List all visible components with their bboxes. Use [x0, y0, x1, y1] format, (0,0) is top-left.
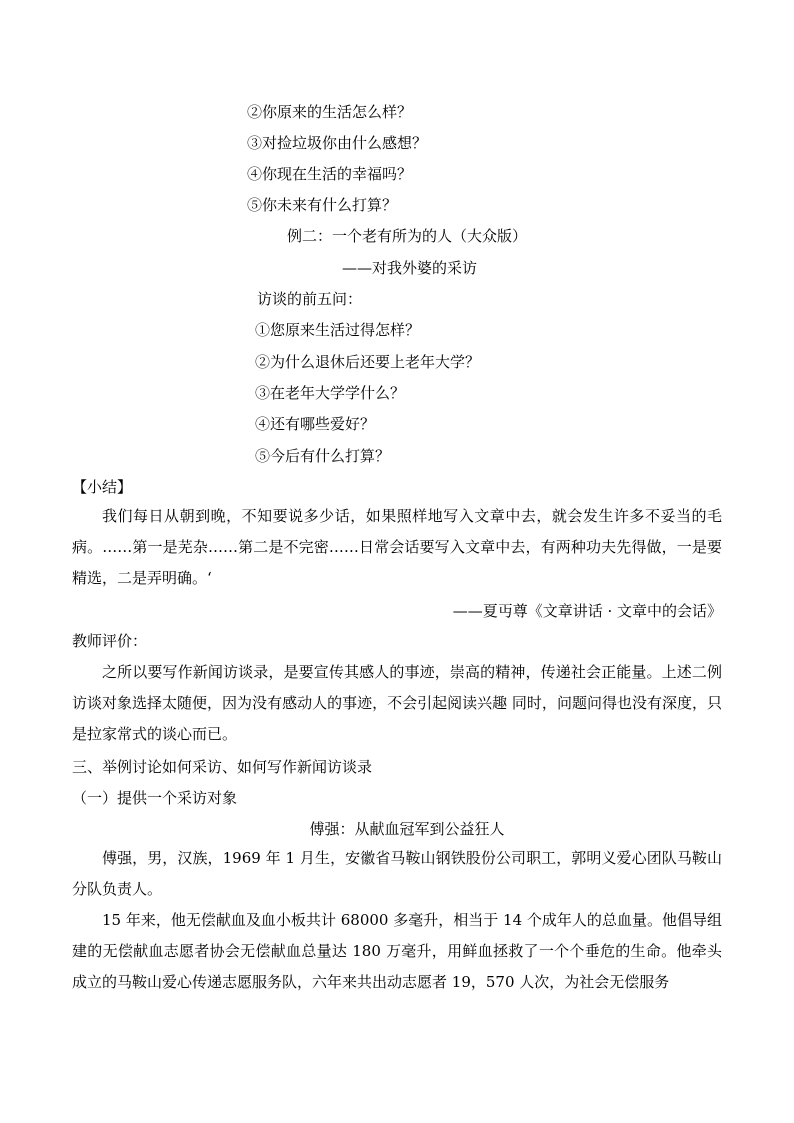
interview-question: ⑤今后有什么打算？ — [255, 447, 391, 465]
example-title: 例二：一个老有所为的人（大众版） — [287, 227, 528, 245]
evaluation-label: 教师评价： — [72, 632, 148, 650]
article-title: 傅强：从献血冠军到公益狂人 — [309, 820, 505, 838]
subsection-heading: （一）提供一个采访对象 — [72, 789, 238, 807]
interview-question: ④还有哪些爱好？ — [255, 415, 376, 433]
question-item: ④你现在生活的幸福吗？ — [247, 165, 413, 183]
question-item: ⑤你未来有什么打算？ — [247, 196, 398, 214]
bio-paragraph: 傅强，男，汉族，1969 年 1 月生，安徽省马鞍山钢铁股份公司职工，郭明义爱心团队马鞍山分队负责人。 — [72, 849, 722, 898]
interview-question: ②为什么退休后还要上老年大学？ — [255, 353, 481, 371]
summary-heading: 【小结】 — [72, 478, 133, 496]
quote-attribution: ——夏丏尊《文章讲话 · 文章中的会话》 — [452, 602, 722, 620]
example-subtitle: ——对我外婆的采访 — [342, 259, 478, 277]
evaluation-paragraph: 之所以要写作新闻访谈录，是要宣传其感人的事迹，崇高的精神，传递社会正能量。上述二例访谈对象选择太随便，因为没有感动人的事迹，不会引起阅读兴趣 同时，问题问得也没有深度，只是拉家常式的谈心而已。 — [72, 663, 722, 743]
summary-paragraph: 我们每日从朝到晚，不知要说多少话，如果照样地写入文章中去，就会发生许多不妥当的毛病。……第一是芜杂……第二是不完密……日常会话要写入文章中去，有两种功夫先得做，一是要精选，二是弄明确。‘ — [72, 507, 722, 587]
bio-paragraph: 15 年来，他无偿献血及血小板共计 68000 多毫升，相当于 14 个成年人的总血量。他倡导组建的无偿献血志愿者协会无偿献血总量达 180 万毫升，用鲜血拯救了一个个垂危的生命。他牵头成立的马鞍山爱心传递志愿服务队，六年来共出动志愿者 19，570 人次，为社会无偿服务 — [72, 911, 722, 991]
interview-intro: 访谈的前五问： — [257, 290, 363, 308]
interview-question: ③在老年大学学什么？ — [255, 384, 406, 402]
interview-question: ①您原来生活过得怎样？ — [255, 321, 421, 339]
section-heading: 三、举例讨论如何采访、如何写作新闻访谈录 — [72, 758, 373, 776]
question-item: ③对捡垃圾你由什么感想？ — [247, 134, 428, 152]
question-item: ②你原来的生活怎么样？ — [247, 103, 413, 121]
